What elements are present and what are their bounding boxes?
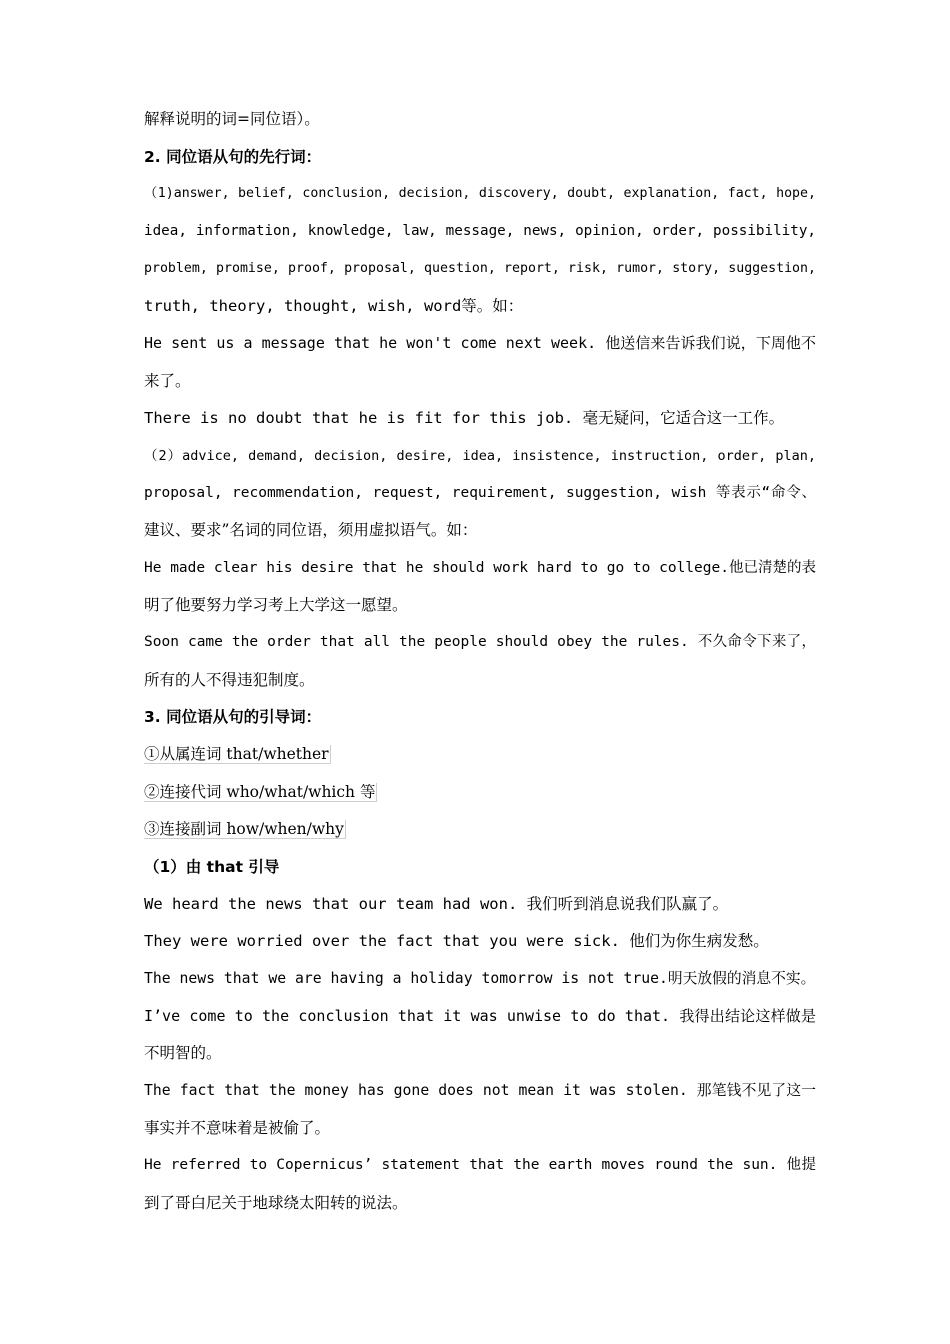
list-item	[144, 782, 816, 802]
example-sentence: Soon came the order that all the people should obey the rules. 不久命令下来了，	[144, 634, 816, 650]
text-line: （2）advice, demand, decision, desire, idea, insistence, instruction, order, plan,	[144, 448, 816, 464]
example-translation: 来了。	[144, 372, 191, 390]
example-sentence: He made clear his desire that he should work hard to go to college.他已清楚的表	[144, 560, 816, 576]
example-sentence: The fact that the money has gone does not mean it was stolen. 那笔钱不见了这一	[144, 1082, 816, 1099]
example-sentence: He referred to Copernicus’ statement that the earth moves round the sun. 他提	[144, 1157, 816, 1173]
text-line: （1)answer, belief, conclusion, decision, discovery, doubt, explanation, fact, hope,	[144, 186, 816, 201]
text-line: 建议、要求”名词的同位语，须用虚拟语气。如：	[144, 521, 478, 539]
text-line: proposal, recommendation, request, requirement, suggestion, wish 等表示“命令、	[144, 485, 816, 501]
text-line: idea, information, knowledge, law, message, news, opinion, order, possibility,	[144, 223, 816, 239]
example-sentence: The news that we are having a holiday tomorrow is not true.明天放假的消息不实。	[144, 970, 816, 987]
text-line: problem, promise, proof, proposal, question, report, risk, rumor, story, suggestion,	[144, 261, 816, 276]
subsection-heading-that: （1）由 that 引导	[144, 858, 280, 876]
text-line: 解释说明的词=同位语）。	[144, 110, 320, 128]
list-item	[144, 819, 816, 839]
list-item-text: ③连接副词 how/when/why	[144, 820, 344, 838]
example-sentence: They were worried over the fact that you were sick. 他们为你生病发愁。	[144, 932, 769, 950]
example-translation: 到了哥白尼关于地球绕太阳转的说法。	[144, 1194, 408, 1212]
example-translation: 事实并不意味着是被偷了。	[144, 1119, 331, 1137]
section-heading-introducers: 3. 同位语从句的引导词：	[144, 708, 322, 726]
example-translation: 所有的人不得违犯制度。	[144, 671, 315, 689]
example-sentence: There is no doubt that he is fit for this job. 毫无疑问，它适合这一工作。	[144, 409, 785, 427]
list-item-text: ①从属连词 that/whether	[144, 745, 329, 763]
list-item	[144, 744, 816, 764]
text-line: truth, theory, thought, wish, word等。如：	[144, 297, 524, 315]
example-sentence: I’ve come to the conclusion that it was unwise to do that. 我得出结论这样做是	[144, 1007, 816, 1025]
example-translation: 明了他要努力学习考上大学这一愿望。	[144, 596, 408, 614]
example-translation: 不明智的。	[144, 1044, 222, 1062]
section-heading-antecedents: 2. 同位语从句的先行词：	[144, 148, 322, 166]
example-sentence: We heard the news that our team had won. 我们听到消息说我们队赢了。	[144, 895, 729, 913]
list-item-text: ②连接代词 who/what/which 等	[144, 783, 376, 801]
example-sentence: He sent us a message that he won't come next week. 他送信来告诉我们说，下周他不	[144, 334, 816, 352]
